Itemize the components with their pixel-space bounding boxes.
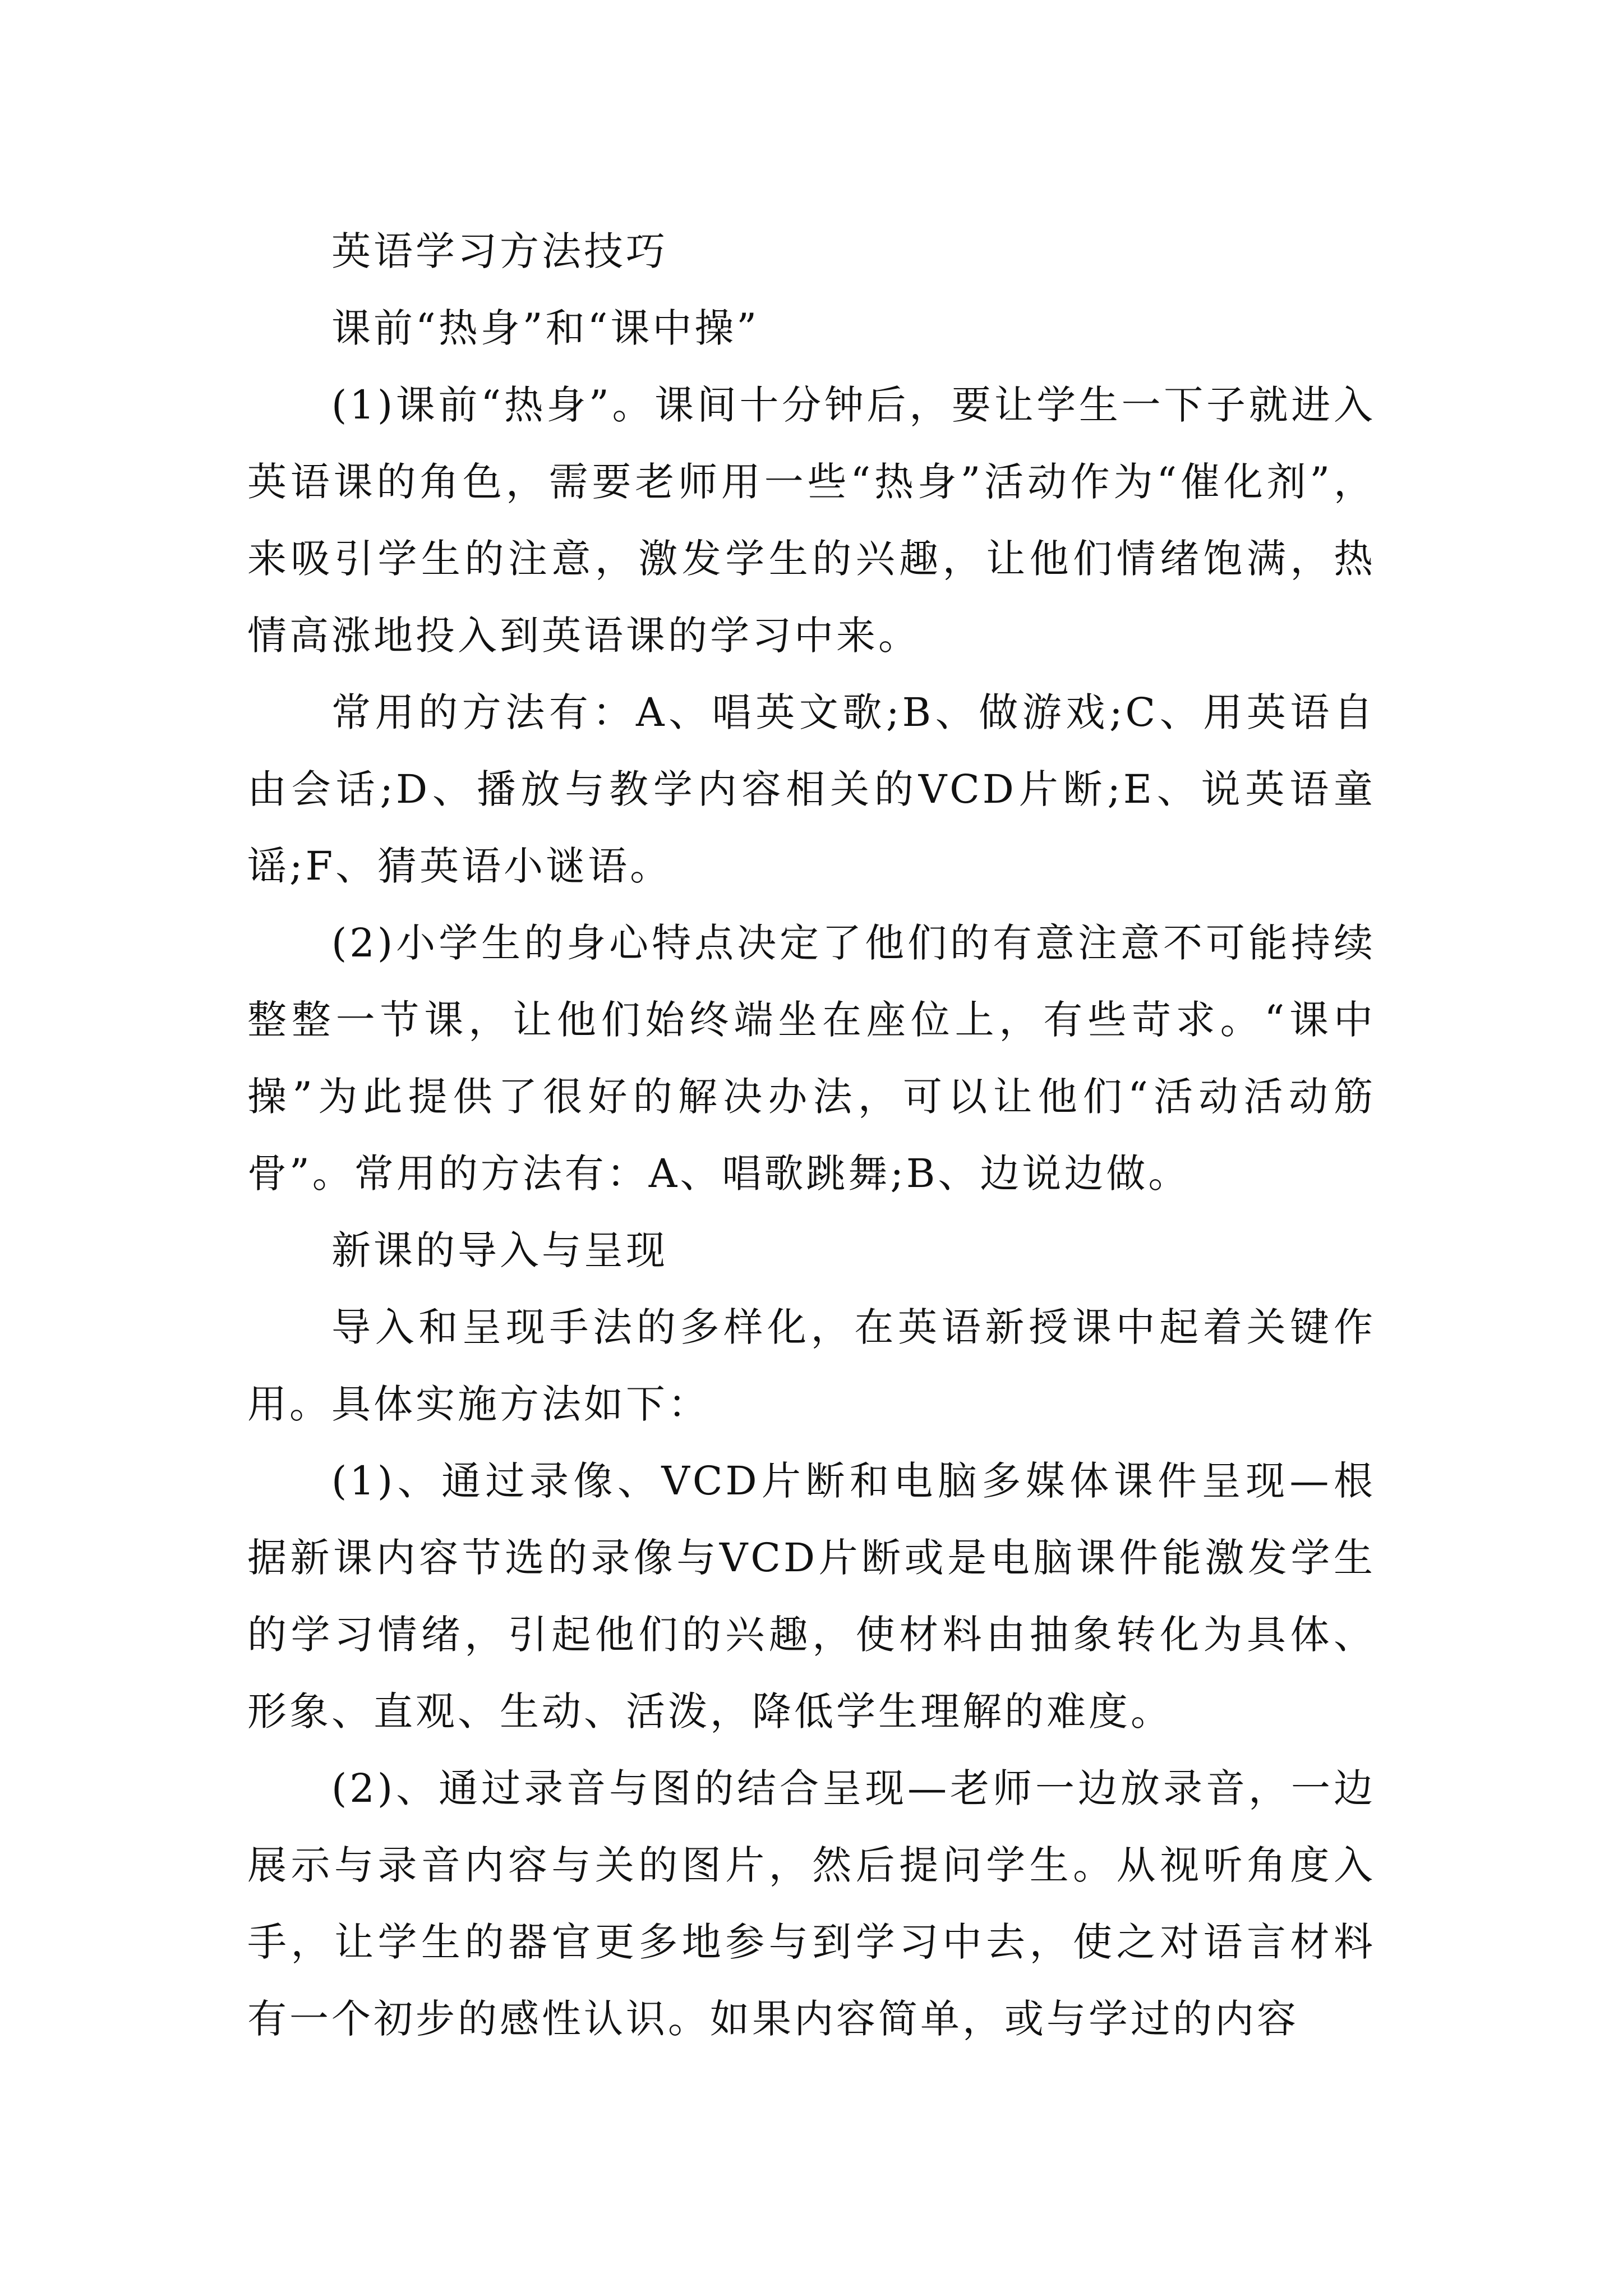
paragraph-intro-methods: 导入和呈现手法的多样化，在英语新授课中起着关键作用。具体实施方法如下：	[247, 1304, 1376, 1427]
paragraph-audio-picture-presentation: (2)、通过录音与图的结合呈现—老师一边放录音，一边展示与录音内容与关的图片，然后提问学生。从视听角度入手，让学生的器官更多地参与到学习中去，使之对语言材料有一个初步的感性认识。如果内容简单，或与学过的内容	[247, 1765, 1376, 2042]
section-heading-new-lesson: 新课的导入与呈现	[331, 1227, 668, 1273]
document-body	[247, 213, 1376, 2058]
paragraph-video-presentation: (1)、通过录像、VCD片断和电脑多媒体课件呈现—根据新课内容节选的录像与VCD片断或是电脑课件能激发学生的学习情绪，引起他们的兴趣，使材料由抽象转化为具体、形象、直观、生动、活泼，降低学生理解的难度。	[247, 1458, 1376, 1734]
paragraph-class-exercise: (2)小学生的身心特点决定了他们的有意注意不可能持续整整一节课，让他们始终端坐在座位上，有些苛求。“课中操”为此提供了很好的解决办法，可以让他们“活动活动筋骨”。常用的方法有：A、唱歌跳舞;B、边说边做。	[247, 920, 1376, 1197]
document-title: 英语学习方法技巧	[331, 228, 668, 274]
paragraph-warmup-methods: 常用的方法有：A、唱英文歌;B、做游戏;C、用英语自由会话;D、播放与教学内容相关的VCD片断;E、说英语童谣;F、猜英语小谜语。	[247, 689, 1376, 889]
section-heading-warmup: 课前“热身”和“课中操”	[331, 305, 760, 351]
paragraph-warmup: (1)课前“热身”。课间十分钟后，要让学生一下子就进入英语课的角色，需要老师用一些“热身”活动作为“催化剂”，来吸引学生的注意，激发学生的兴趣，让他们情绪饱满，热情高涨地投入到英语课的学习中来。	[247, 382, 1376, 659]
